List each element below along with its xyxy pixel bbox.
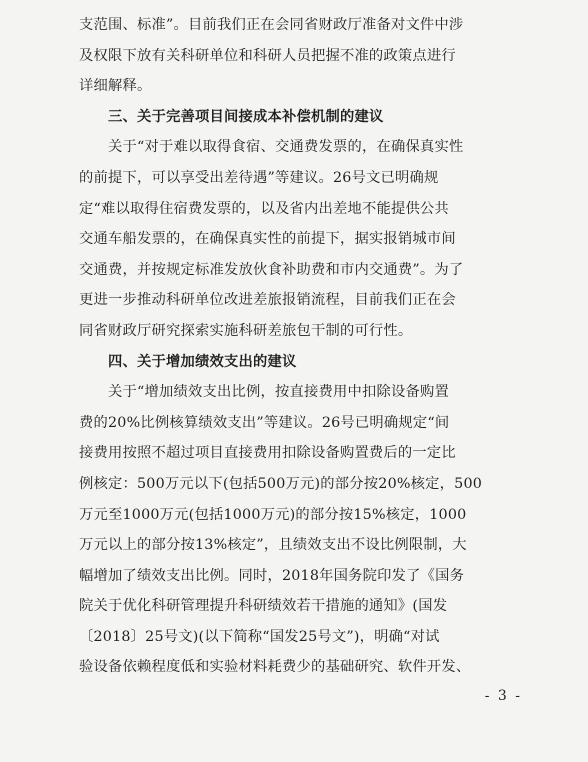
paragraph-line: 万元至1000万元(包括1000万元)的部分按15%核定，1000 — [79, 506, 467, 523]
paragraph-line: 支范围、标准”。目前我们正在会同省财政厅准备对文件中涉 — [79, 17, 464, 33]
paragraph-line: 及权限下放有关科研单位和科研人员把握不准的政策点进行 — [79, 47, 456, 64]
paragraph-line: 交通费，并按规定标准发放伙食补助费和市内交通费”。为了 — [79, 261, 464, 278]
page-number: - 3 - — [484, 688, 522, 704]
paragraph-line: 费的20%比例核算绩效支出”等建议。26号已明确规定“间 — [79, 414, 450, 431]
paragraph-line: 〔2018〕25号文)(以下简称“国发25号文”)，明确“对试 — [79, 628, 440, 645]
paragraph-line: 定“难以取得住宿费发票的，以及省内出差地不能提供公共 — [79, 200, 449, 217]
paragraph-line: 详细解释。 — [79, 78, 152, 95]
section-heading: 三、关于完善项目间接成本补偿机制的建议 — [108, 108, 384, 125]
paragraph-line: 同省财政厅研究探索实施科研差旅包干制的可行性。 — [79, 322, 413, 339]
paragraph-line: 关于“增加绩效支出比例，按直接费用中扣除设备购置 — [108, 384, 449, 401]
paragraph-line: 关于“对于难以取得食宿、交通费发票的，在确保真实性 — [108, 139, 464, 156]
paragraph-line: 院关于优化科研管理提升科研绩效若干措施的通知》(国发 — [79, 598, 448, 615]
paragraph-line: 例核定：500万元以下(包括500万元)的部分按20%核定，500 — [79, 475, 483, 492]
paragraph-line: 交通车船发票的，在确保真实性的前提下，据实报销城市间 — [79, 231, 456, 248]
paragraph-line: 更进一步推动科研单位改进差旅报销流程，目前我们正在会 — [79, 292, 456, 309]
paragraph-line: 万元以上的部分按13%核定”，且绩效支出不设比例限制，大 — [79, 537, 467, 554]
paragraph-line: 接费用按照不超过项目直接费用扣除设备购置费后的一定比 — [79, 445, 456, 462]
paragraph-line: 的前提下，可以享受出差待遇”等建议。26号文已明确规 — [79, 169, 439, 186]
document-body — [79, 10, 517, 683]
paragraph-line: 验设备依赖程度低和实验材料耗费少的基础研究、软件开发、 — [79, 659, 471, 676]
paragraph-line: 幅增加了绩效支出比例。同时，2018年国务院印发了《国务 — [79, 567, 465, 584]
section-heading: 四、关于增加绩效支出的建议 — [108, 353, 297, 370]
